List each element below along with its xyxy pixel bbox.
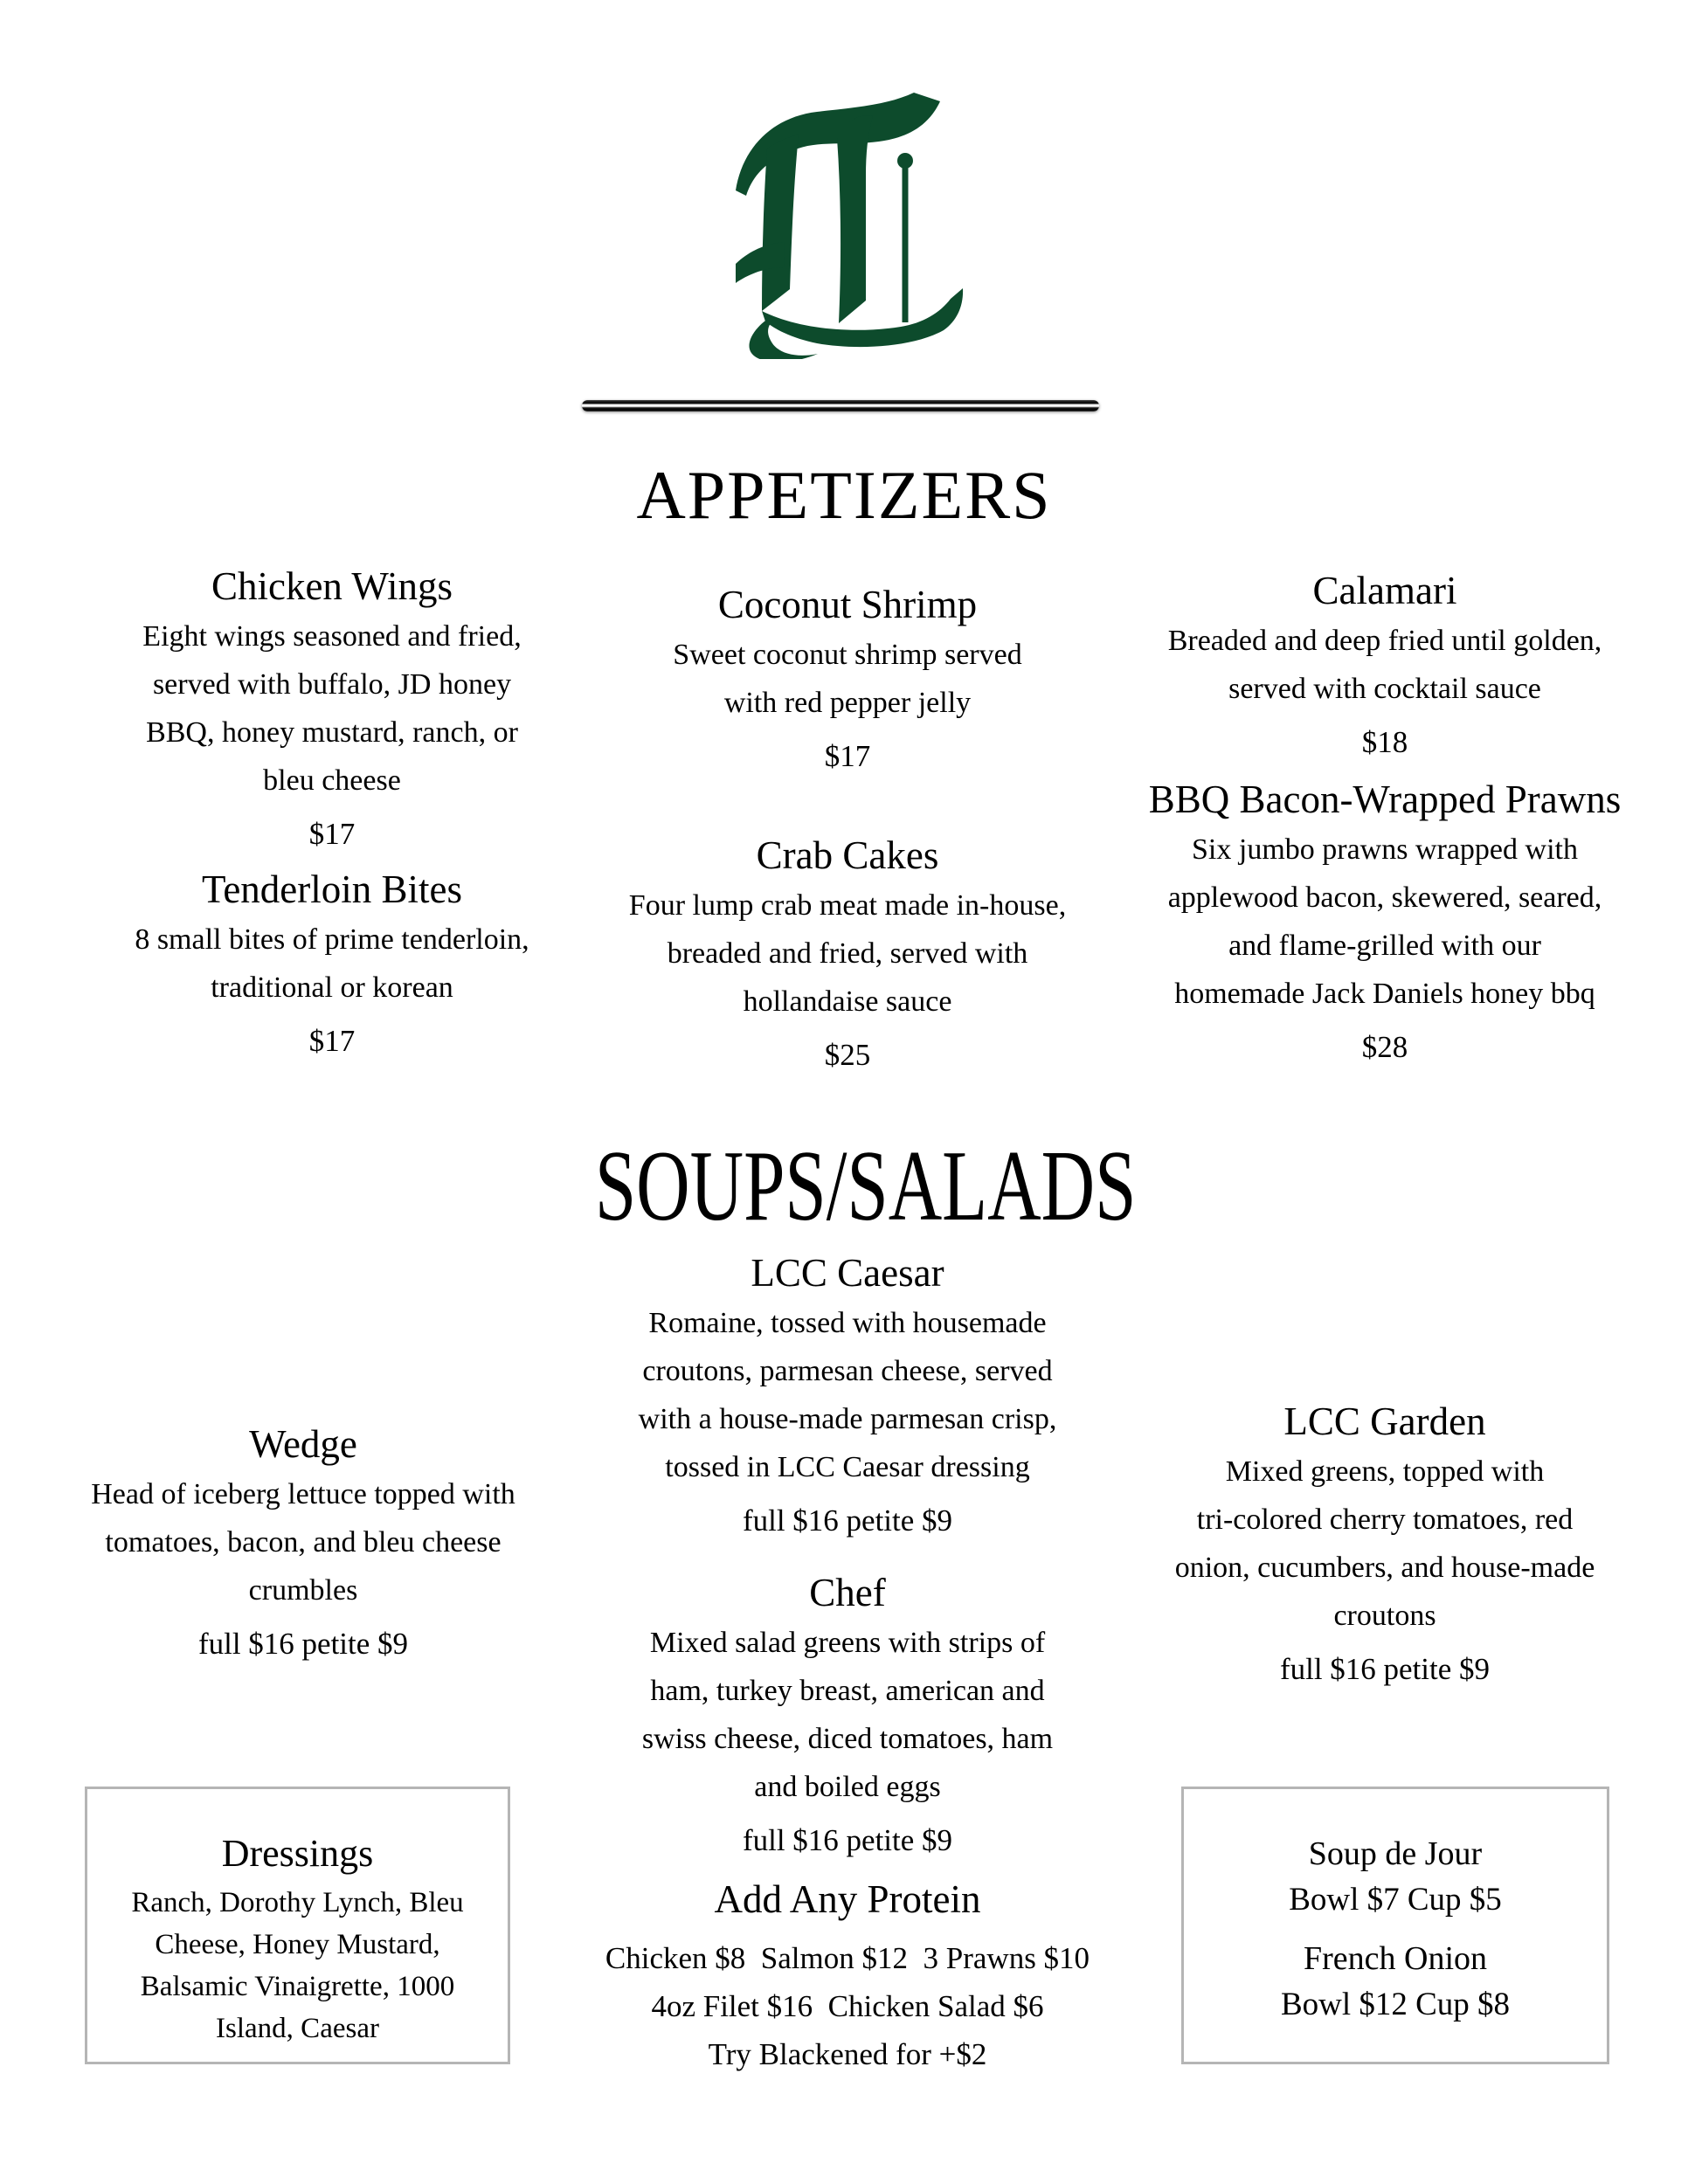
item-price: $17: [308, 817, 356, 851]
menu-item-calamari: [1131, 568, 1638, 760]
item-price: $18: [1361, 725, 1408, 759]
item-description: Four lump crab meat made in-house, breaded and fried, served with hollandaise sauce: [628, 889, 1067, 1018]
item-title: Chicken Wings: [211, 564, 453, 608]
dressings-box: [85, 1787, 510, 2064]
item-description: 8 small bites of prime tenderloin, traditional or korean: [135, 923, 529, 1004]
soup-name: French Onion: [1303, 1940, 1488, 1977]
item-price: full $16 petite $9: [742, 1823, 953, 1857]
menu-item-chicken-wings: [83, 563, 581, 852]
soup-price: Bowl $12 Cup $8: [1280, 1987, 1511, 2022]
dressings-list: Ranch, Dorothy Lynch, Bleu Cheese, Honey Mustard, Balsamic Vinaigrette, 1000 Island, Caesar: [131, 1887, 464, 2044]
item-title: BBQ Bacon-Wrapped Prawns: [1148, 778, 1622, 821]
item-title: Add Any Protein: [714, 1877, 981, 1921]
item-description: Mixed greens, topped with tri-colored cherry tomatoes, red onion, cucumbers, and house-made croutons: [1174, 1455, 1595, 1632]
soups-box: [1181, 1787, 1609, 2064]
header-divider-rule: [582, 400, 1099, 411]
item-price: $17: [824, 739, 871, 773]
item-price: full $16 petite $9: [1279, 1652, 1491, 1686]
french-onion: [1184, 1936, 1607, 2028]
item-price: $17: [308, 1024, 356, 1058]
item-title: Tenderloin Bites: [201, 867, 463, 911]
protein-options: Chicken $8 Salmon $12 3 Prawns $10 4oz Filet $16 Chicken Salad $6 Try Blackened for +$2: [605, 1941, 1090, 2071]
menu-item-crab-cakes: [572, 833, 1123, 1073]
soup-name: Soup de Jour: [1308, 1835, 1483, 1872]
item-title: Chef: [809, 1571, 886, 1614]
item-description: Eight wings seasoned and fried, served with buffalo, JD honey BBQ, honey mustard, ranch, or bleu cheese: [142, 620, 522, 797]
menu-item-wedge: [45, 1421, 561, 1662]
item-description: Mixed salad greens with strips of ham, turkey breast, american and swiss cheese, diced tomatoes, ham and boiled eggs: [641, 1627, 1054, 1803]
item-description: Sweet coconut shrimp served with red pepper jelly: [673, 639, 1022, 719]
item-title: LCC Garden: [1283, 1400, 1486, 1443]
item-price: full $16 petite $9: [742, 1503, 953, 1538]
soup-price: Bowl $7 Cup $5: [1289, 1882, 1502, 1918]
item-title: Wedge: [249, 1422, 357, 1466]
item-title: Coconut Shrimp: [717, 583, 978, 626]
item-price: full $16 petite $9: [197, 1627, 409, 1661]
item-title: Calamari: [1312, 569, 1457, 612]
item-price: $25: [824, 1038, 871, 1072]
menu-item-bbq-bacon-wrapped-prawns: [1131, 777, 1638, 1065]
item-description: Romaine, tossed with housemade croutons, parmesan cheese, served with a house-made parmesan crisp, tossed in LCC Caesar dressing: [638, 1307, 1057, 1483]
logo-monogram-L: [734, 93, 965, 359]
item-description: Six jumbo prawns wrapped with applewood bacon, skewered, seared, and flame-grilled with our homemade Jack Daniels honey bbq: [1167, 833, 1602, 1010]
dressings-title: Dressings: [221, 1832, 374, 1875]
add-any-protein: [564, 1876, 1131, 2078]
section-heading-soups-salads: SOUPS/SALADS: [595, 1130, 1137, 1241]
soups-box-content: [1184, 1789, 1607, 2028]
soup-de-jour: [1184, 1831, 1607, 1924]
menu-item-tenderloin-bites: [83, 867, 581, 1059]
menu-item-chef: [572, 1570, 1123, 1858]
item-price: $28: [1361, 1030, 1408, 1064]
item-title: LCC Caesar: [751, 1251, 944, 1295]
item-description: Head of iceberg lettuce topped with tomatoes, bacon, and bleu cheese crumbles: [91, 1478, 515, 1607]
item-title: Crab Cakes: [756, 833, 939, 877]
section-heading-appetizers: APPETIZERS: [636, 457, 1052, 533]
menu-item-lcc-caesar: [572, 1250, 1123, 1538]
blackletter-L-icon: [734, 93, 965, 359]
item-description: Breaded and deep fried until golden, served with cocktail sauce: [1167, 625, 1602, 705]
menu-item-lcc-garden: [1131, 1399, 1638, 1687]
menu-item-coconut-shrimp: [572, 582, 1123, 774]
